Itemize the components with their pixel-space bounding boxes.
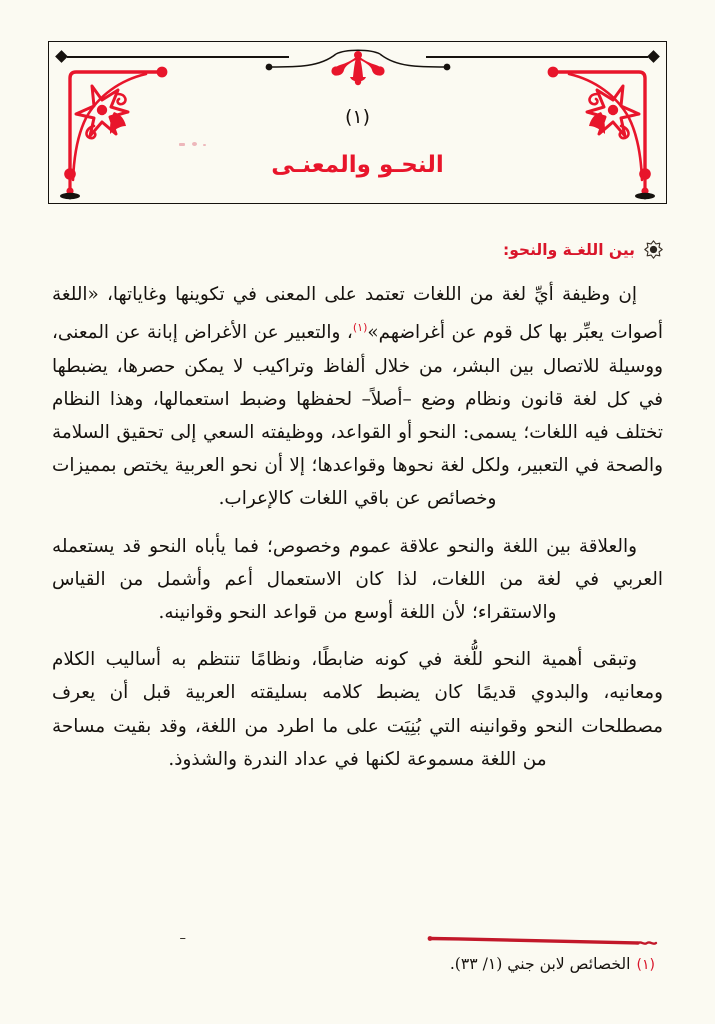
page-mark: – [179,931,186,946]
paragraph-1-text-before-ref: إن وظيفة أيِّ لغة من اللغات تعتمد على المعنى في تكوينها وغاياتها، «اللغة أصوات يعبِّر بها كل قوم عن أغراضهم» [52,284,663,344]
fleuron-center-ornament-icon [258,47,458,87]
footnote-separator-rule [426,935,663,947]
eight-point-rosette-icon [644,240,663,259]
section-heading [503,240,663,259]
paragraph-3 [52,643,663,776]
paragraph-3-text: وتبقى أهمية النحو للُّغة في كونه ضابطًا، ونظامًا تنتظم به أساليب الكلام ومعانيه، والبدوي قديمًا كان يضبط كلامه بسليقته العربية قبل أن يعرف مصطلحات النحو وقوانينه التي بُنِيَت على ما اطرد من اللغة، وقد بقيت مساحة من اللغة مسموعة لكنها في عداد الندرة والشذوذ. [52,649,663,770]
footnote-block [52,931,663,976]
rule-line-left [67,56,289,58]
paragraph-1 [52,278,663,516]
chapter-number: (١) [344,106,371,128]
chapter-title: النحـو والمعنـى [271,152,444,178]
floral-star-corner-ornament-icon [58,60,170,200]
print-speck [192,142,197,146]
footnote-reference-marker[interactable]: (١) [352,321,368,335]
chapter-header-frame [48,41,667,204]
paragraph-2 [52,530,663,630]
print-speck [179,143,185,146]
print-speck [203,144,206,146]
paragraph-1-text-after-ref: ، والتعبير عن الأغراض إبانة عن المعنى، ووسيلة للاتصال بين البشر، من خلال ألفاظ وتراكيب لا يمكن حصرها، يضبطها في كل لغة قانون ونظام وضع –أصلاً– لحفظها وضبط استعمالها، وهذا النظام تختلف فيه اللغات؛ يسمى: النحو أو القواعد، ووظيفته السعي إلى تحقيق السلامة والصحة في التعبير، ولكل لغة نحوها وقواعدها؛ إلا أن نحو العربية يختص بمميزات وخصائص عن باقي اللغات كالإعراب. [52,322,663,510]
floral-star-corner-ornament-icon [545,60,657,200]
paragraph-2-text: والعلاقة بين اللغة والنحو علاقة عموم وخصوص؛ فما يأباه النحو قد يستعمله العربي في لغة من اللغات، لذا كان الاستعمال أعم وأشمل من القياس والاستقراء؛ لأن اللغة أوسع من قواعد النحو وقوانينه. [52,535,663,623]
footnote-citation-text: الخصائص لابن جني (١/ ٣٣). [449,955,631,973]
body-text-area [52,278,663,776]
rule-line-right [426,56,648,58]
footnote-number: (١) [636,957,655,973]
footnote-entry [52,953,663,976]
section-heading-label: بين اللغـة والنحو: [503,240,635,259]
